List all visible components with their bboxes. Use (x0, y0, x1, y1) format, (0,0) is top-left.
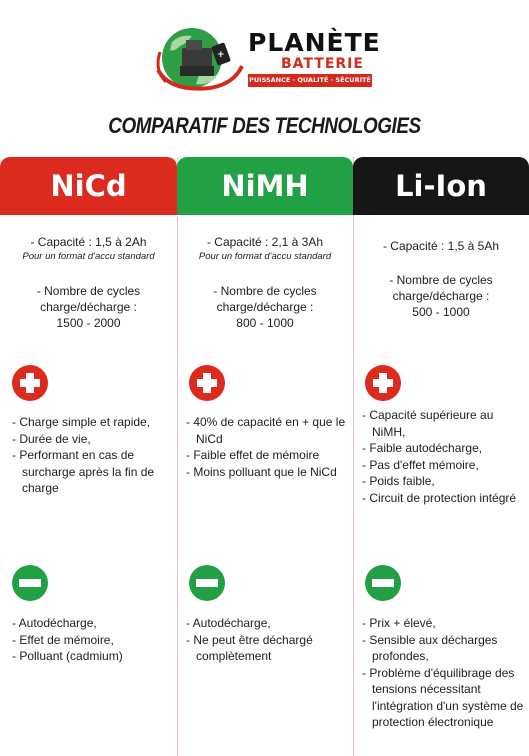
cycles-label-2: charge/décharge : (40, 300, 137, 314)
column-header-nimh: NiMH (177, 157, 353, 215)
list-item: - Capacité supérieure au NiMH, (362, 408, 494, 439)
list-item: - Faible autodécharge, (362, 441, 483, 455)
capacity-text: - Capacité : 2,1 à 3Ah (206, 235, 324, 249)
cons-list (186, 615, 346, 665)
minus-icon (189, 565, 225, 601)
list-item: - Autodécharge, (12, 616, 97, 630)
brand-logo (150, 22, 390, 100)
minus-icon (365, 565, 401, 601)
page-title: COMPARATIF DES TECHNOLOGIES (108, 113, 421, 138)
brand-name-2: BATTERIE (281, 56, 364, 72)
pros-list (12, 414, 172, 497)
cycles-block (177, 283, 353, 331)
list-item: - Pas d'effet mémoire, (362, 457, 479, 472)
list-item: - Charge simple et rapide, (12, 415, 151, 429)
cycles-value: 1500 - 2000 (56, 316, 121, 330)
column-liion (353, 157, 529, 756)
list-item: - Ne peut être déchargé complètement (186, 632, 313, 663)
cons-list (362, 615, 526, 731)
list-item: - Faible effet de mémoire (186, 448, 320, 462)
list-item: - Moins polluant que le NiCd (186, 464, 337, 479)
list-item: - Circuit de protection intégré (362, 490, 517, 505)
capacity-text: - Capacité : 1,5 à 5Ah (382, 239, 500, 253)
pros-list (186, 414, 349, 480)
cycles-label-2: charge/décharge : (392, 289, 490, 303)
pros-list (362, 407, 526, 506)
plus-icon (365, 365, 401, 401)
list-item: - Polluant (cadmium) (12, 649, 123, 663)
list-item: - Performant en cas de surcharge après la fin de charge (12, 448, 155, 495)
list-item: - Problème d'équilibrage des tensions nécessitant l'intégration d'un système de protection électronique (362, 665, 524, 729)
svg-text:+: + (217, 50, 225, 60)
plus-icon (12, 365, 48, 401)
format-note: Pour un format d'accu standard (198, 251, 332, 262)
list-item: - 40% de capacité en + que le NiCd (186, 415, 346, 446)
cycles-value: 500 - 1000 (412, 305, 470, 319)
list-item: - Effet de mémoire, (12, 632, 114, 647)
list-item: - Prix + élevé, (362, 616, 436, 630)
cons-list (12, 615, 172, 665)
cycles-block (0, 283, 177, 331)
format-note: Pour un format d'accu standard (22, 251, 155, 262)
column-nicd (0, 157, 178, 756)
list-item: - Poids faible, (362, 474, 435, 488)
cycles-label: - Nombre de cycles (36, 284, 141, 298)
brand-slogan: PUISSANCE · QUALITÉ · SÉCURITÉ (248, 74, 372, 87)
brand-name: PLANÈTE (248, 28, 381, 57)
cycles-label-2: charge/décharge : (216, 300, 314, 314)
list-item: - Sensible aux décharges profondes, (362, 632, 498, 663)
cycles-label: - Nombre de cycles (213, 284, 317, 298)
planet-battery-icon (150, 22, 250, 100)
list-item: - Durée de vie, (12, 431, 91, 446)
list-item: - Autodécharge, (186, 616, 271, 630)
plus-icon (189, 365, 225, 401)
cycles-value: 800 - 1000 (236, 316, 294, 330)
minus-icon (12, 565, 48, 601)
column-header-nicd: NiCd (0, 157, 177, 215)
column-header-liion: Li-Ion (353, 157, 529, 215)
cycles-label: - Nombre de cycles (389, 273, 493, 287)
column-nimh (177, 157, 354, 756)
capacity-text: - Capacité : 1,5 à 2Ah (30, 235, 147, 249)
cycles-block (353, 272, 529, 320)
